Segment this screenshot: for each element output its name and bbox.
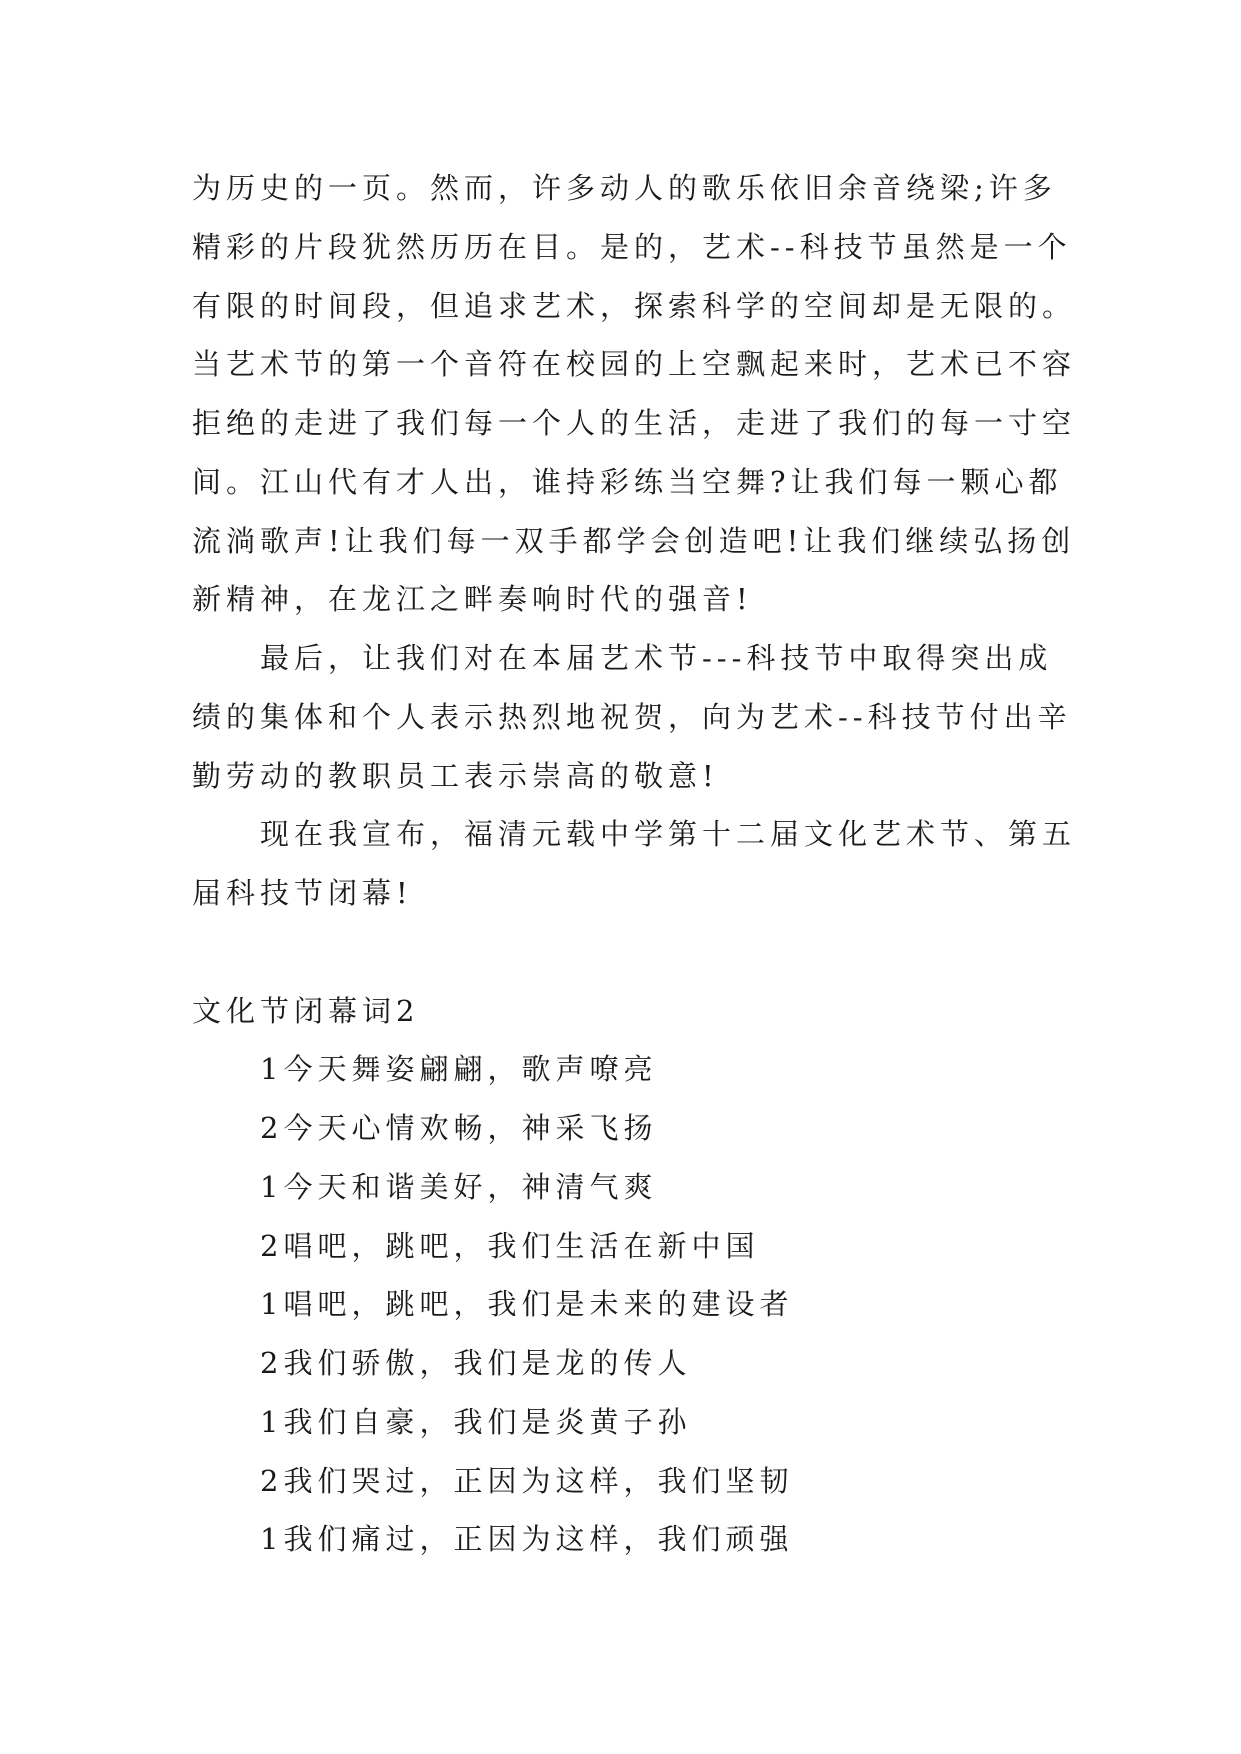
body-line: 新精神，在龙江之畔奏响时代的强音! <box>192 582 753 617</box>
body-line: 当艺术节的第一个音符在校园的上空飘起来时，艺术已不容 <box>192 347 1077 382</box>
section-title: 文化节闭幕词2 <box>192 993 420 1028</box>
dialogue-line: 2我们骄傲，我们是龙的传人 <box>260 1346 692 1380</box>
body-line: 间。江山代有才人出，谁持彩练当空舞?让我们每一颗心都 <box>192 464 1063 499</box>
body-line: 流淌歌声!让我们每一双手都学会创造吧!让我们继续弘扬创 <box>192 523 1076 558</box>
body-line: 拒绝的走进了我们每一个人的生活，走进了我们的每一寸空 <box>192 406 1077 440</box>
dialogue-line: 2我们哭过，正因为这样，我们坚韧 <box>260 1463 794 1498</box>
dialogue-line: 1今天舞姿翩翩，歌声嘹亮 <box>260 1052 658 1087</box>
body-line: 精彩的片段犹然历历在目。是的，艺术--科技节虽然是一个 <box>192 229 1072 264</box>
dialogue-line: 1唱吧，跳吧，我们是未来的建设者 <box>260 1287 794 1322</box>
blank-line <box>192 923 1092 982</box>
paragraph <box>192 629 1092 805</box>
body-line: 现在我宣布，福清元载中学第十二届文化艺术节、第五 <box>260 817 1077 852</box>
document-body <box>192 159 1092 1569</box>
paragraph <box>192 159 1092 629</box>
dialogue-list <box>192 1040 1092 1569</box>
dialogue-line: 1我们自豪，我们是炎黄子孙 <box>260 1404 692 1439</box>
dialogue-line: 2今天心情欢畅，神采飞扬 <box>260 1111 658 1145</box>
body-line: 届科技节闭幕! <box>192 876 413 910</box>
dialogue-line: 1今天和谐美好，神清气爽 <box>260 1169 658 1204</box>
dialogue-line: 2唱吧，跳吧，我们生活在新中国 <box>260 1228 760 1263</box>
body-line: 勤劳动的教职员工表示崇高的敬意! <box>192 758 719 793</box>
dialogue-line: 1我们痛过，正因为这样，我们顽强 <box>260 1522 794 1557</box>
body-line: 绩的集体和个人表示热烈地祝贺，向为艺术--科技节付出辛 <box>192 699 1072 734</box>
body-line: 最后，让我们对在本届艺术节---科技节中取得突出成 <box>260 641 1053 675</box>
body-line: 为历史的一页。然而，许多动人的歌乐依旧余音绕梁;许多 <box>192 171 1057 205</box>
body-line: 有限的时间段，但追求艺术，探索科学的空间却是无限的。 <box>192 288 1077 323</box>
paragraph <box>192 805 1092 923</box>
